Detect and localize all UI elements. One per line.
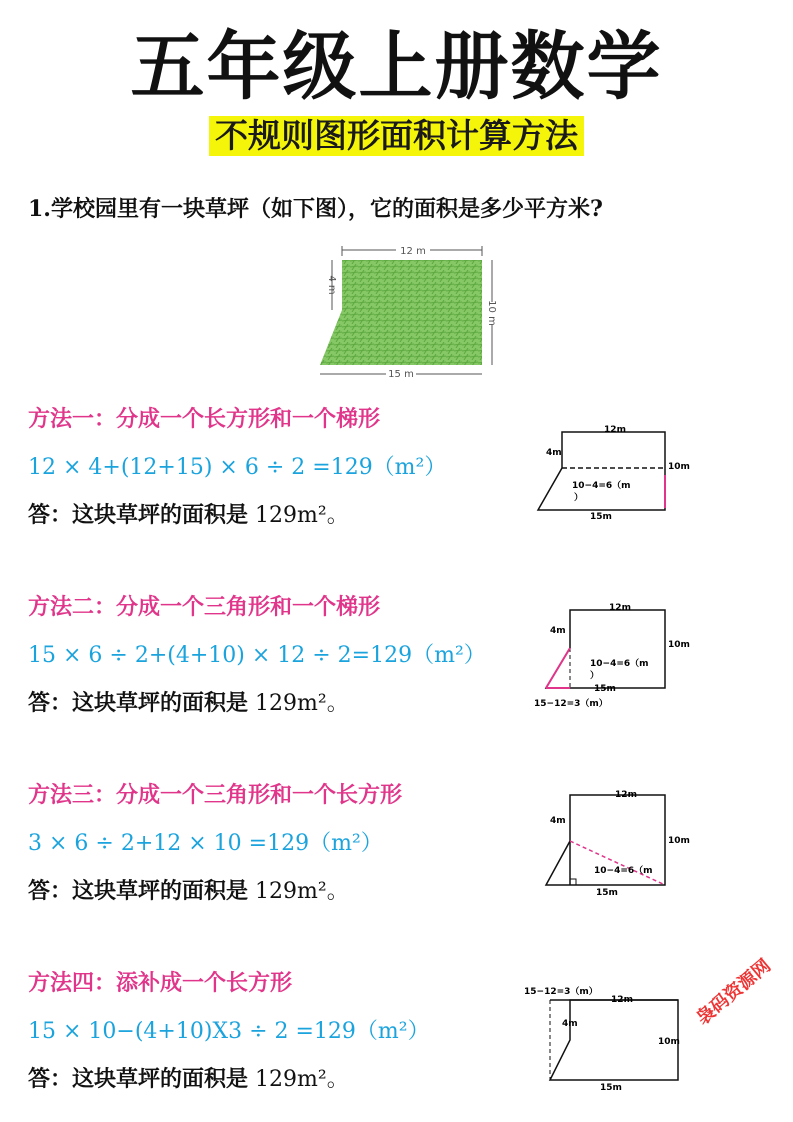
method-3-formula: 3 × 6 ÷ 2+12 × 10 =129（m²） (28, 831, 383, 856)
lawn-right-label: 10 m (486, 300, 497, 326)
watermark-text: 袅码资源网 (692, 955, 776, 1030)
page-title: 五年级上册数学 (130, 24, 663, 110)
svg-text:10−4=6（m: 10−4=6（m (590, 659, 649, 669)
lawn-top-label: 12 m (400, 246, 426, 257)
svg-text:10−4=6（m: 10−4=6（m (572, 481, 631, 491)
svg-text:12m: 12m (604, 425, 626, 435)
svg-text:）: ） (590, 671, 600, 681)
svg-text:10−4=6（m: 10−4=6（m (594, 866, 653, 876)
svg-text:10m: 10m (658, 1037, 680, 1047)
lawn-left-label: 4 m (326, 275, 337, 295)
method-3-diagram (530, 785, 700, 900)
svg-text:10m: 10m (668, 836, 690, 846)
page-subtitle: 不规则图形面积计算方法 (209, 116, 584, 156)
svg-text:4m: 4m (562, 1019, 578, 1029)
method-1-formula: 12 × 4+(12+15) × 6 ÷ 2 =129（m²） (28, 455, 447, 480)
svg-text:10m: 10m (668, 462, 690, 472)
svg-text:15−12=3（m）: 15−12=3（m） (534, 699, 608, 709)
svg-text:12m: 12m (611, 995, 633, 1005)
svg-text:4m: 4m (550, 816, 566, 826)
method-3-title: 方法三：分成一个三角形和一个长方形 (28, 782, 403, 808)
method-3-answer: 答：这块草坪的面积是 129m²。 (28, 878, 349, 904)
svg-text:12m: 12m (609, 603, 631, 613)
method-1-diagram (530, 420, 700, 525)
svg-text:15m: 15m (596, 888, 618, 898)
lawn-bottom-label: 15 m (388, 369, 414, 380)
method-4-title: 方法四：添补成一个长方形 (28, 970, 293, 996)
svg-text:4m: 4m (546, 448, 562, 458)
lawn-figure (310, 240, 500, 380)
method-4-formula: 15 × 10−(4+10)X3 ÷ 2 =129（m²） (28, 1019, 430, 1044)
method-1-answer: 答：这块草坪的面积是 129m²。 (28, 502, 349, 528)
svg-text:4m: 4m (550, 626, 566, 636)
method-2-formula: 15 × 6 ÷ 2+(4+10) × 12 ÷ 2=129（m²） (28, 643, 486, 668)
lawn-shape (320, 260, 482, 365)
question-text: 1.学校园里有一块草坪（如下图），它的面积是多少平方米? (28, 196, 603, 222)
method-2-answer: 答：这块草坪的面积是 129m²。 (28, 690, 349, 716)
svg-text:15−12=3（m）: 15−12=3（m） (524, 987, 598, 997)
svg-text:15m: 15m (590, 512, 612, 522)
svg-text:）: ） (574, 493, 584, 503)
method-4-answer: 答：这块草坪的面积是 129m²。 (28, 1066, 349, 1092)
svg-text:10m: 10m (668, 640, 690, 650)
method-4-diagram (520, 978, 690, 1098)
svg-text:15m: 15m (600, 1083, 622, 1093)
svg-text:15m: 15m (594, 684, 616, 694)
svg-text:12m: 12m (615, 790, 637, 800)
method-2-diagram (530, 600, 700, 715)
method-2-title: 方法二：分成一个三角形和一个梯形 (28, 594, 381, 620)
method-1-title: 方法一：分成一个长方形和一个梯形 (28, 406, 381, 432)
